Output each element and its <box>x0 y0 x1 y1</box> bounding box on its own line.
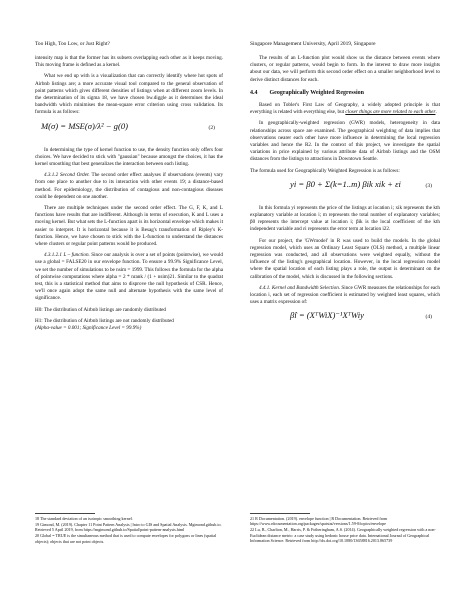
paragraph: In this formula yi represents the price of the listings at location i; xik represents the kth explanatory variable at location i; m represents the total number of explanatory variables; β0 represents the intercept value at location i; βik is the local coefficient of the kth independent variable and εi represents the error term at location i22. <box>250 204 440 233</box>
paragraph: In geographically-weighted regression (GWR) models, heterogeneity in data relationships across space are examined. The geographical weighting of data implies that observations nearer each other have more influence in determining the local regression variables and hence the R2. In the context of this project, we investigate the spatial variations in price explained by various attribute data of Airbnb listings and the OSM distances from the listings to attractions in Downtown Seattle. <box>250 120 440 163</box>
footnote: 22 Lu, B., Charlton, M., Harris, P. & Fotheringham, A.S. (2014). Geographically weighted regression with a non-Euclidean distance metric: a case study using hedonic house price data. International Journal of Geographical Information Science. Retrieved from http://dx.doi.org/10.1080/13658816.2013.865739 <box>250 527 436 544</box>
subsection-heading: 4.4.1. Kernel and Bandwidth Selection. <box>259 284 341 291</box>
paragraph-text: . <box>435 109 437 116</box>
paragraph: In determining the type of kernel function to use, the density function only offers four choices. We have decided to stick with "gaussian" because amongst the choices, it has the kernel smoothing that best generalizes the interaction between each listing. <box>35 146 223 168</box>
paragraph-text: Based on Tobler's First Law of Geography, a widely adopted principle is that everything is related with everything else, but <box>250 102 440 116</box>
paragraph <box>35 172 223 201</box>
subsection-heading: 4.3.1.2 Second Order. <box>44 172 90 179</box>
footnote-rule <box>35 513 95 514</box>
left-column <box>35 55 223 336</box>
equation-expression: M(σ) = MSE(σ)/λ² − g(0) <box>41 120 128 131</box>
right-footnotes <box>250 516 440 544</box>
equation-number: (2) <box>208 124 215 131</box>
footnote: 20 Global = TRUE is the simultaneous method that is used to compute envelopes for polygons or lines (spatial objects); objects that are not point objects. <box>35 533 217 544</box>
equation-2 <box>35 121 223 141</box>
equation-expression: β̂i = (XᵀWiX)⁻¹XᵀWiy <box>290 310 364 321</box>
section-number: 4.4 <box>250 89 258 96</box>
paragraph: The results of an L-function plot would show us the distance between events where clusters, or regular patterns, would begin to form. In the interest to draw more insights about our data, we will perform this second order effect on a smaller neighborhood level to derive distinct distances for each. <box>250 55 440 83</box>
paragraph-text: The second order effect analyses if observations (events) vary from one place to another due to its interaction with other events 19; a distance-based method. For epidemiology, the distribution of contagious and non-contagious diseases could be dependent on one another. <box>35 172 224 200</box>
footnote: 21 R Documentation. (2019). envelope function | R Documentation. Retrieved from https://www.rdocumentation.org/packages/spatstat/versions/1.59-0/topics/envelope <box>250 516 388 527</box>
equation-4 <box>250 310 440 330</box>
paragraph <box>250 285 440 307</box>
equation-number: (3) <box>425 182 432 189</box>
paragraph: What we end up with is a visualization that can correctly identify where hot spots of Airbnb listings are; a more accurate visual tool compared to the general observation of point patterns which gives different densities of listings when at different zoom levels. In the determination of its sigma 18, we have chosen bw.diggle as it determines the ideal bandwidth which minimises the mean-square error criterion using cross validation. Its formula is as follows: <box>35 73 223 116</box>
significance-level: (Alpha-value = 0.001; Significance Level = 99.9%) <box>35 325 142 332</box>
paragraph: The formula used for Geographically Weighted Regression is as follows: <box>250 167 400 174</box>
null-hypothesis: H0: The distribution of Airbnb listings are randomly distributed <box>35 306 166 313</box>
paragraph <box>35 252 223 302</box>
paragraph-text: Since GWR measures the relationships for each location i, each set of regression coefficient is estimated by weighted least squares, which uses a matrix expression of: <box>250 284 440 306</box>
alternate-hypothesis: H1: The distribution of Airbnb listings are not randomly distributed <box>35 317 174 324</box>
equation-3 <box>250 179 440 199</box>
equation-number: (4) <box>425 314 432 321</box>
paragraph <box>250 102 440 116</box>
running-header-venue: Singapore Management University, April 2019, Singapore <box>250 41 376 47</box>
footnote-rule <box>250 513 310 514</box>
left-footnotes <box>35 516 223 545</box>
paragraph: For our project, the 'GWmodel' in R was used to build the models. In the global regression model, which uses an Ordinary Least Square (OLS) method, a multiple linear regression was conducted, and all observations were weighted equally, without the influence of the listing's geographical location. However, in the local regression model where the spatial location of each listing plays a role, the output is determinant on the calibration of the model, which is discussed in the following sections. <box>250 237 440 280</box>
equation-expression: yi = β0 + Σ(k=1..m) βik xik + εi <box>290 178 401 189</box>
section-title: Geographically Weighted Regression <box>269 89 364 96</box>
footnote: 19 Gimond, M. (2019). Chapter 11 Point Pattern Analysis | Intro to GIS and Spatial Analysis. Mgimond.github.io. Retrieved 5 April 2019, from https://mgimond.github.io/Spatial/point-pattern-analysis.html <box>35 522 222 533</box>
paragraph: intensity map is that the former has its subsets overlapping each other as it keeps moving. This moving frame is defined as a kernel. <box>35 55 223 69</box>
section-heading <box>250 90 440 97</box>
footnote: 18 The standard deviation of an isotropic smoothing kernel. <box>35 516 133 521</box>
subsection-heading: 4.3.1.2.1 L – function. <box>44 252 90 259</box>
paragraph-text: Since our analysis is over a set of points (pointwise), we would use a global = FALSE20 in our envelope function. To ensure a 99.9% Significance Level, we set the number of simulations to be nsim = 1999. This follows the formula for the alpha of pointwise computations where alpha = 2 * nrank / (1 + nsim)21. Similar to the quadrat test, this is a statistical method that aims to disprove the null hypothesis of CSR. Hence, we'll once again adopt the same null and alternate hypothesis with the same level of significance. <box>35 252 223 302</box>
emphasis-text: closer things are more related to each other <box>345 109 436 116</box>
running-header-title: Too High, Too Low, or Just Right? <box>35 41 110 47</box>
paragraph: There are multiple techniques under the second order effect. The G, F, K, and L functions have results that are indifferent. Although in terms of execution, K and L uses a moving kernel. But what sets the L-function apart is its horizontal envelope which makes it easier to interpret. It is horizontal because it is Besag's transformation of Ripley's K-function. Hence, we have chosen to stick with the L-function to understand the distances where clusters or regular point patterns would be produced. <box>35 205 223 248</box>
right-column <box>250 55 440 336</box>
